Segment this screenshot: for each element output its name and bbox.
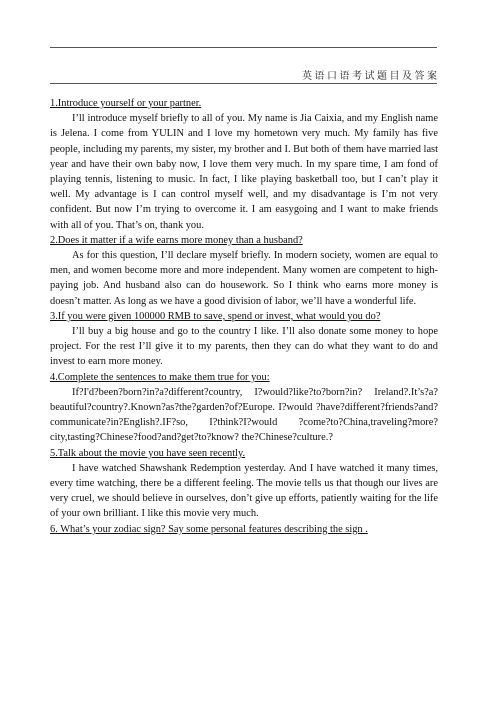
question: 3.If you were given 100000 RMB to save, spend or invest, what would you do? [50,310,381,322]
answer-paragraph: As for this question, I’ll declare myself briefly. In modern society, women are equal to men, and women become more and more independent. Many women are competent to high-paying job. And husband also can do housework. So I think who earns more money is doesn’t matter. As long as we have a good division of labor, we’ll have a wonderful life. [50,250,438,307]
question: 2.Does it matter if a wife earns more money than a husband? [50,234,303,246]
title-rule [50,83,437,84]
answer-paragraph: I have watched Shawshank Redemption yesterday. And I have watched it many times, every time watching, there be a different feeling. The movie tells us that though our lives are very cruel, we should believe in ourselves, don’t give up efforts, patiently waiting for the life of your own brilliant. I like this movie very much. [50,462,438,520]
header-rule [50,47,437,48]
question: 6. What’s your zodiac sign? Say some personal features describing the sign . [50,523,368,535]
document-body [50,96,438,537]
question: 5.Talk about the movie you have seen recently. [50,447,246,459]
question: 4.Complete the sentences to make them true for you: [50,371,270,383]
page-title: 英 语 口 语 考 试 题 目 及 答 案 [302,71,437,82]
answer-paragraph: I’ll buy a big house and go to the country I like. I’ll also donate some money to hope project. For the rest I’ll give it to my parents, then they can do what they want to do and invest to earn more money. [50,326,438,368]
answer-paragraph: If?I'd?been?born?in?a?different?country, I?would?like?to?born?in? Ireland?.It’s?a?beautiful?country?.Known?as?the?garden?of?Europe. I?would ?have?different?friends?and?communicate?in?English?.IF?so, I?think?I?would ?come?to?China,traveling?more?city,tasting?Chinese?food?and?get?to?know? the?Chinese?culture.? [50,386,438,444]
question: 1.Introduce yourself or your partner. [50,98,202,109]
answer-paragraph: I’ll introduce myself briefly to all of you. My name is Jia Caixia, and my English name is Jelena. I come from YULIN and I love my hometown very much. My family has five people, including my parents, my sister, my brother and I. But both of them have married last year and have their own baby now, I love them very much. In my spare time, I am fond of playing tennis, listening to music. In fact, I like playing basketball too, but I can’t play it well. My advantage is I can control myself well, and my disadvantage is I’m not very confident. But now I’m trying to overcome it. I am easygoing and I want to make friends with all of you. That’s on, thank you. [50,113,438,231]
